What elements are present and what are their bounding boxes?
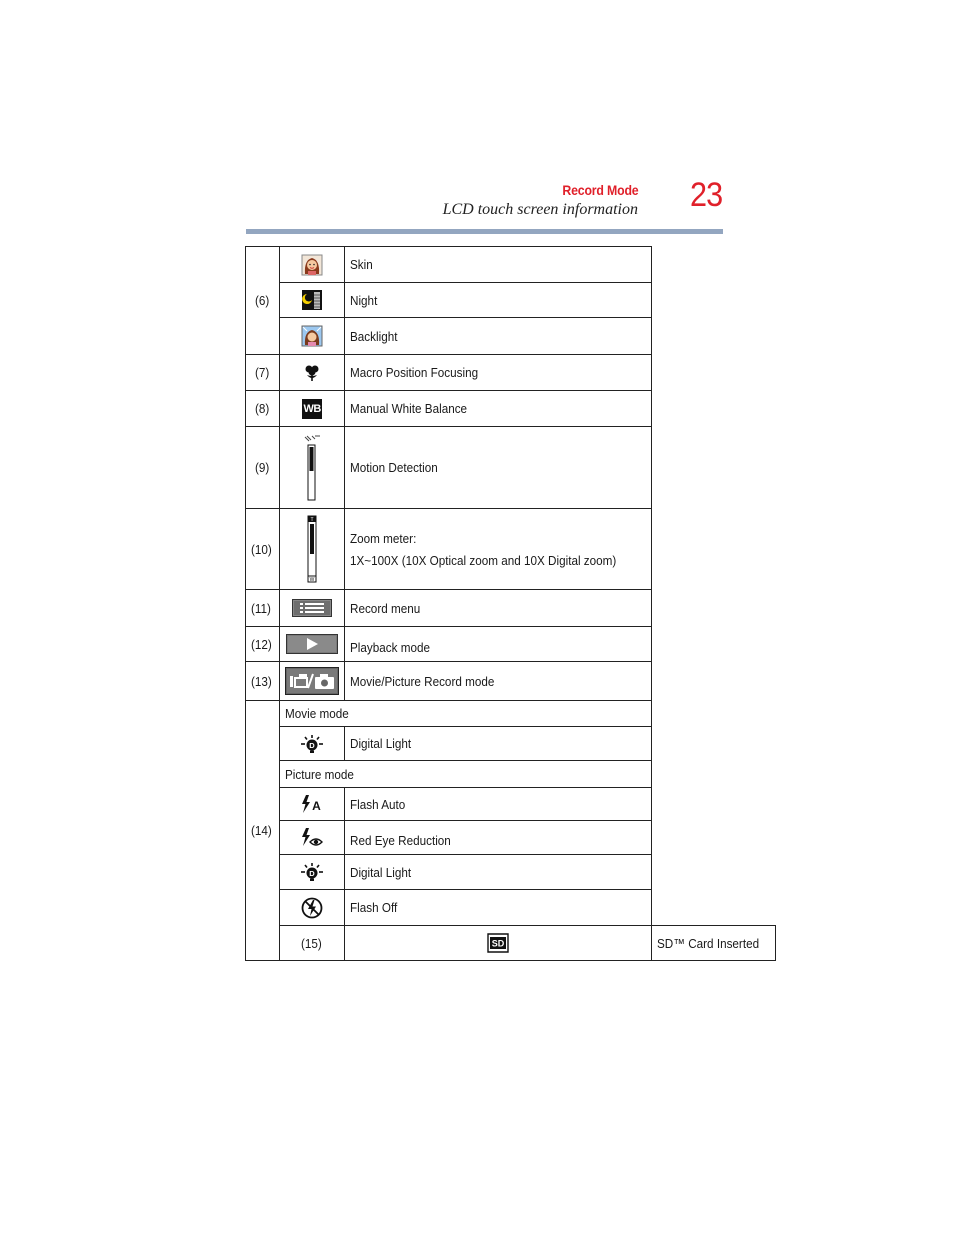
digital-light-icon: [300, 734, 324, 754]
sd-card-label: SD: [491, 938, 505, 949]
row-number: (15): [300, 935, 322, 951]
red-eye-icon: [301, 828, 323, 848]
mode-label: Night: [350, 292, 378, 308]
table-row: [246, 662, 776, 701]
page-subtitle: LCD touch screen information: [442, 201, 638, 218]
mode-label: Backlight: [350, 328, 398, 344]
row-number: (13): [251, 673, 272, 689]
mode-label: Zoom meter:: [350, 531, 417, 546]
mode-label: Digital Light: [350, 736, 412, 751]
table-row: [246, 391, 776, 427]
table-row: [246, 509, 776, 590]
mode-label: SD™ Card Inserted: [657, 935, 760, 951]
subheading-picture-mode: Picture mode: [285, 766, 355, 782]
table-row: [246, 855, 776, 890]
icon-table: [245, 246, 776, 961]
flash-auto-icon: [301, 795, 323, 813]
table-row: [246, 727, 776, 761]
table-row: [246, 926, 776, 961]
mode-label: Manual White Balance: [350, 401, 468, 416]
mode-label: Flash Off: [350, 900, 398, 915]
record-menu-icon: [292, 599, 332, 617]
row-number: (7): [254, 365, 269, 380]
mode-label: Skin: [350, 257, 373, 272]
row-number: (14): [251, 823, 272, 838]
mode-label: Digital Light: [350, 864, 412, 880]
row-number: (12): [251, 636, 272, 652]
table-row: [246, 355, 776, 391]
skin-icon: [301, 254, 323, 276]
wb-icon: WB: [302, 399, 322, 419]
table-row: [246, 283, 776, 318]
digital-light-letter: D: [309, 868, 315, 878]
mode-label: Red Eye Reduction: [350, 833, 451, 848]
record-mode-icon: [285, 667, 339, 695]
table-row: [246, 821, 776, 855]
mode-label: Macro Position Focusing: [350, 365, 479, 380]
table-row: [246, 890, 776, 926]
mode-label: Motion Detection: [350, 460, 438, 475]
flash-auto-letter: A: [312, 799, 321, 813]
motion-detection-icon: [303, 435, 321, 501]
mode-label: Movie/Picture Record mode: [350, 673, 495, 689]
flash-off-icon: [301, 897, 323, 919]
table-row: [246, 247, 776, 283]
mode-label: Playback mode: [350, 639, 431, 655]
night-icon: [301, 289, 323, 311]
header-rule: [246, 229, 723, 234]
playback-icon: [286, 634, 338, 654]
row-number: (11): [251, 600, 272, 616]
row-number: (10): [251, 541, 272, 557]
table-row: [246, 590, 776, 627]
mode-label: Flash Auto: [350, 796, 406, 812]
zoom-tele-label: T: [310, 517, 314, 523]
table-row: [246, 788, 776, 821]
zoom-wide-label: W: [309, 577, 315, 583]
mode-label: Record menu: [350, 600, 421, 616]
table-row: [246, 627, 776, 662]
sd-card-icon: [486, 933, 510, 953]
zoom-meter-icon: [306, 515, 318, 583]
table-row: [246, 761, 776, 788]
row-number: (6): [246, 247, 280, 355]
row-number: (8): [254, 401, 269, 416]
digital-light-icon: [300, 862, 324, 882]
table-row: [246, 701, 776, 727]
table-row: [246, 427, 776, 509]
mode-detail: 1X~100X (10X Optical zoom and 10X Digital zoom): [350, 553, 617, 568]
section-title: Record Mode: [561, 182, 638, 198]
table-row: [246, 318, 776, 355]
page-number: 23: [690, 176, 723, 214]
row-number: (9): [254, 460, 269, 475]
subheading-movie-mode: Movie mode: [285, 706, 349, 721]
macro-icon: [304, 364, 320, 382]
digital-light-letter: D: [309, 740, 315, 750]
backlight-icon: [301, 325, 323, 347]
